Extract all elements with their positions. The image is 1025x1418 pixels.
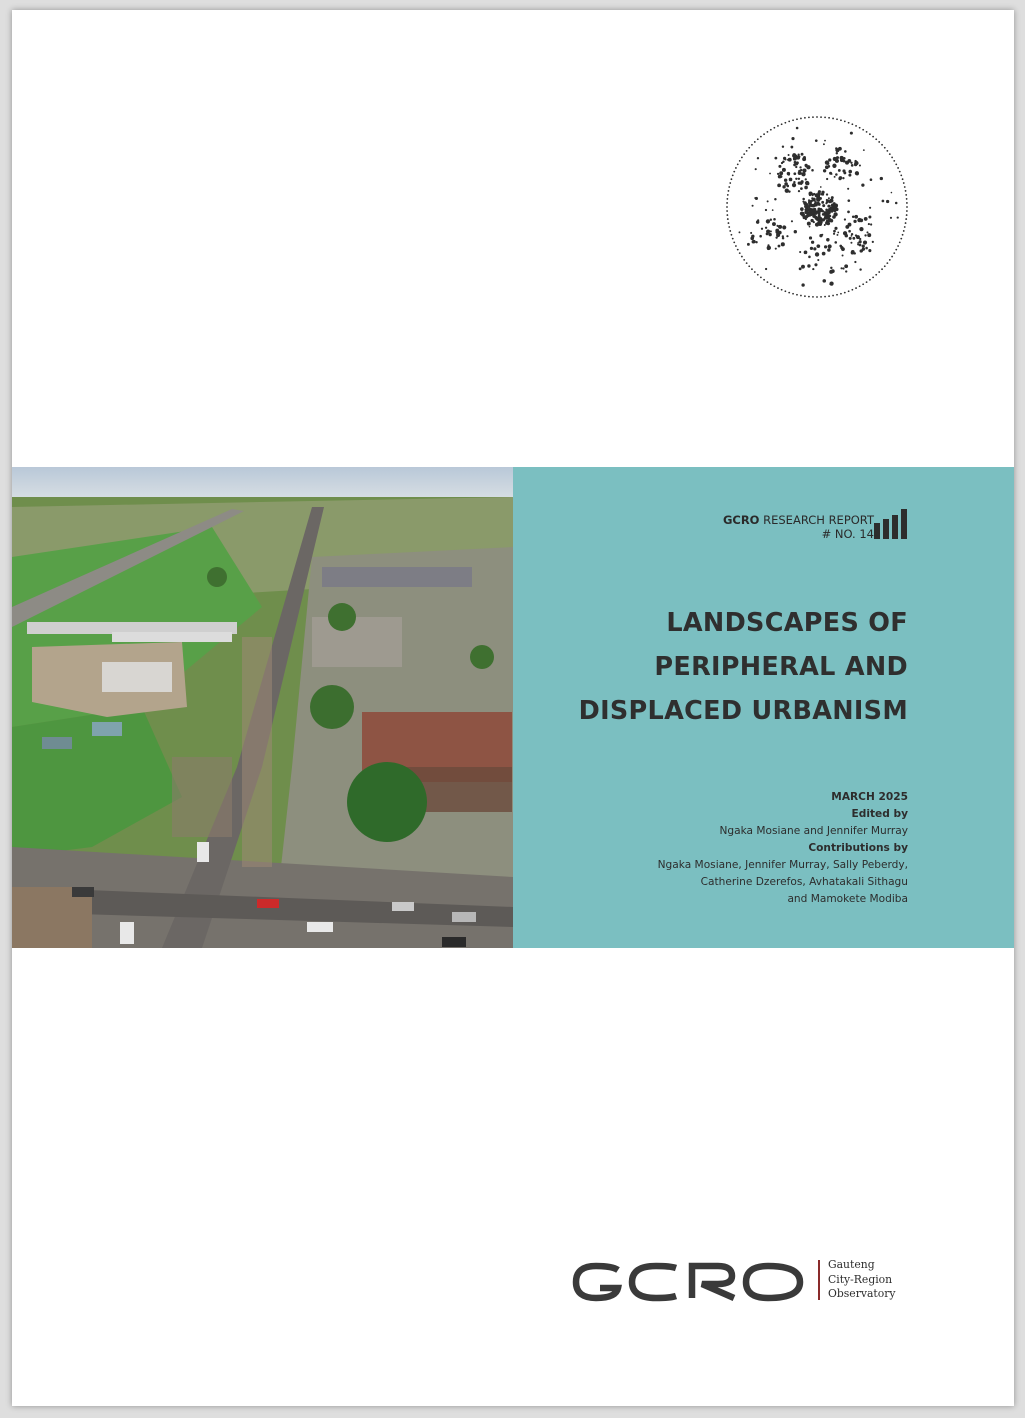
contributors-line-3: and Mamokete Modiba: [787, 893, 908, 905]
edited-by-label: Edited by: [851, 808, 908, 820]
aerial-photo: [12, 467, 513, 948]
dotted-globe-icon: [724, 114, 910, 300]
publication-date: MARCH 2025: [831, 791, 908, 803]
series-brand: GCRO: [722, 513, 760, 527]
title-panel: [513, 467, 1014, 948]
series-label: [723, 513, 874, 541]
contributors-line-2: Catherine Dzerefos, Avhatakali Sithagu: [700, 876, 908, 888]
title-line-2: PERIPHERAL AND: [654, 652, 908, 682]
contributions-label: Contributions by: [808, 842, 908, 854]
editors: Ngaka Mosiane and Jennifer Murray: [719, 825, 908, 837]
gcro-logo: [572, 1258, 912, 1306]
logo-divider: [818, 1260, 820, 1300]
series-type: RESEARCH REPORT: [763, 513, 874, 527]
report-number: # NO. 14: [821, 527, 874, 541]
contributors-line-1: Ngaka Mosiane, Jennifer Murray, Sally Peberdy,: [657, 859, 908, 871]
cover-band: [12, 467, 1014, 948]
report-cover: [12, 10, 1014, 1406]
logo-line-3: Observatory: [828, 1287, 896, 1300]
gcro-wordmark: [572, 1262, 804, 1302]
report-title: [579, 601, 908, 733]
logo-line-2: City-Region: [828, 1272, 893, 1286]
logo-line-1: Gauteng: [828, 1258, 875, 1271]
logo-text: [828, 1258, 896, 1302]
bar-chart-icon: [874, 509, 908, 539]
title-line-3: DISPLACED URBANISM: [578, 696, 908, 726]
credits-block: [658, 789, 908, 908]
title-line-1: LANDSCAPES OF: [666, 608, 908, 638]
